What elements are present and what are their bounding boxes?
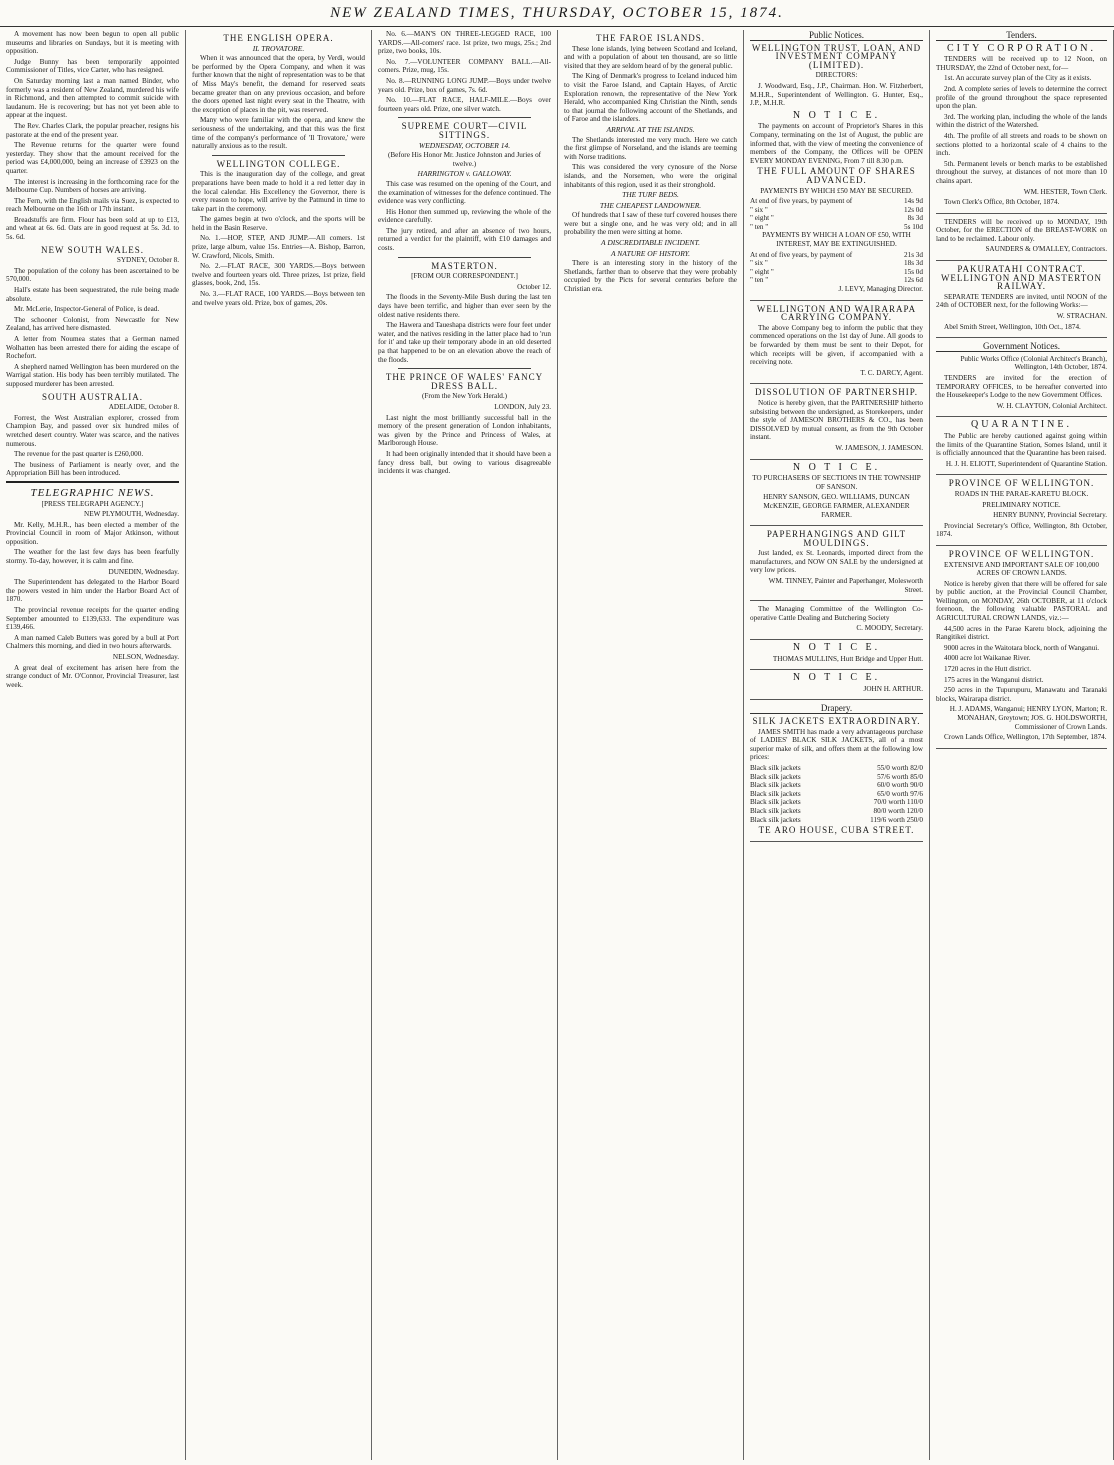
paragraph: Last night the most brilliantly successful ball in the memory of the present generation of London inhabitants, was given by the Prince and Princess of Wales, at Marlborough House. bbox=[378, 413, 551, 448]
table-cell: 15s 0d bbox=[904, 267, 923, 276]
dateline: LONDON, July 23. bbox=[494, 402, 551, 411]
column-6 bbox=[930, 30, 1114, 1460]
paragraph: The King of Denmark's progress to Iceland induced him to visit the Faroe Island, and Captain Hayes, of Arctic Exploration renown, the representative of the New York Herald, who accompanied King Christian the Ninth, sends to that journal the following account of the Shetlands, and of Faroe and the islanders. bbox=[564, 72, 737, 124]
paragraph: The business of Parliament is nearly over, and the Appropriation Bill has been introduced. bbox=[6, 460, 179, 478]
paragraph: A shepherd named Wellington has been murdered on the Warrigal station. His body has been terribly mutilated. The supposed murderer has been arrested. bbox=[6, 362, 179, 388]
paragraph: The population of the colony has been ascertained to be 570,000. bbox=[6, 266, 179, 284]
advertisement bbox=[936, 421, 1107, 475]
paragraph: The floods in the Seventy-Mile Bush during the last ten days have been terrific, and higher than ever seen by the oldest native residents there. bbox=[378, 293, 551, 319]
subheading: THE CHEAPEST LANDOWNER. bbox=[599, 200, 702, 210]
signature: H. J. ADAMS, Wanganui; HENRY LYON, Marton; R. MONAHAN, Greytown; JOS. G. HOLDSWORTH, Commissioner of Crown Lands. bbox=[949, 705, 1107, 731]
table-cell: 5s 10d bbox=[904, 222, 923, 231]
table-cell: 21s 3d bbox=[904, 250, 923, 259]
signature: JOHN H. ARTHUR. bbox=[863, 684, 923, 693]
signature: J. LEVY, Managing Director. bbox=[838, 285, 923, 294]
table-cell: " ten " bbox=[750, 222, 769, 231]
paragraph: The Public are hereby cautioned against going within the limits of the Quarantine Station, Somes Island, until it is officially announced that the Quarantine has been raised. bbox=[936, 431, 1107, 458]
advertisement bbox=[750, 717, 923, 842]
paragraph: TENDERS will be received up to 12 Noon, on THURSDAY, the 22nd of October next, for— bbox=[936, 55, 1107, 72]
paragraph: The Fern, with the English mails via Suez, is expected to reach Melbourne on the 16th or 17th instant. bbox=[6, 196, 179, 214]
table-cell: Black silk jackets bbox=[750, 806, 801, 815]
column-3 bbox=[372, 30, 558, 1460]
list-item: 175 acres in the Wanganui district. bbox=[944, 675, 1044, 684]
paragraph: The Rev. Charles Clark, the popular preacher, resigns his pastorate at the end of the present year. bbox=[6, 121, 179, 139]
table-cell: 80/0 worth 120/0 bbox=[873, 806, 923, 815]
dateline: NELSON, Wednesday. bbox=[112, 653, 179, 661]
table-row bbox=[750, 790, 923, 799]
signature: W. H. CLAYTON, Colonial Architect. bbox=[996, 401, 1107, 410]
dateline: WEDNESDAY, OCTOBER 14. bbox=[418, 140, 511, 150]
signature: SAUNDERS & O'MALLEY, Contractors. bbox=[985, 245, 1107, 254]
divider bbox=[398, 368, 531, 369]
column-4 bbox=[558, 30, 744, 1460]
section-label: Tenders. bbox=[936, 31, 1107, 41]
advertisement bbox=[750, 305, 923, 385]
paragraph: No. 1.—HOP, STEP, AND JUMP.—All comers. 1st prize, large album, value 15s. Entries—A. Bishop, Barron, W. Crawford, Nicols, Smith. bbox=[192, 234, 365, 260]
dateline: October 12. bbox=[517, 282, 551, 291]
section-heading: TELEGRAPHIC NEWS. bbox=[30, 486, 155, 499]
table-row bbox=[750, 223, 923, 232]
paragraph: Notice is hereby given, that the PARTNERSHIP hitherto subsisting between the undersigned, as Storekeepers, under the style of JAMESON BROTHERS & CO., has been DISSOLVED by mutual consent, as from the 9th October instant. bbox=[750, 398, 923, 442]
table-cell: " ten " bbox=[750, 276, 769, 285]
paragraph: No. 7.—VOLUNTEER COMPANY BALL.—All-comers. Prize, mug, 15s. bbox=[378, 57, 551, 75]
signature: WM. HESTER, Town Clerk. bbox=[1023, 187, 1107, 196]
paragraph: No. 3.—FLAT RACE, 100 YARDS.—Boys between ten and twelve years old. Prize, box of games, 20s. bbox=[192, 290, 365, 307]
signature: T. C. DARCY, Agent. bbox=[860, 368, 923, 377]
subheading: IL TROVATORE. bbox=[252, 43, 305, 53]
column-5 bbox=[744, 30, 930, 1460]
table-cell: 12s 0d bbox=[904, 205, 923, 214]
paragraph: The Revenue returns for the quarter were found yesterday. They show that the amount received for the period was £4,000,000, being an increase of £3923 on the quarter. bbox=[6, 141, 179, 175]
dateline: Public Works Office (Colonial Architect's Branch), Wellington, 14th October, 1874. bbox=[960, 354, 1107, 372]
list-item: 250 acres in the Tupurupuru, Manawatu and Taranaki blocks, Wairarapa district. bbox=[936, 686, 1107, 703]
table-row bbox=[750, 773, 923, 782]
paragraph: Judge Bunny has been temporarily appointed Commissioner of Titles, vice Carter, who has resigned. bbox=[6, 57, 179, 75]
paragraph: When it was announced that the opera, by Verdi, would be performed by the Opera Company, and when it was further known that the night of representation was to be that of Miss May's benefit, the demand for reserved seats became greater than on any previous occasion, and before the doors opened last night every seat in the Theatre, with the exception of places in the pit, was reserved. bbox=[192, 54, 365, 114]
list-item: 44,500 acres in the Parae Karetu block, adjoining the Rangitikei district. bbox=[936, 624, 1107, 642]
advertisement bbox=[750, 674, 923, 700]
table-row bbox=[750, 807, 923, 816]
dateline: ADELAIDE, October 8. bbox=[108, 403, 179, 412]
ad-heading: QUARANTINE. bbox=[970, 419, 1073, 431]
ad-heading: N O T I C E. bbox=[792, 672, 881, 684]
table-row bbox=[750, 816, 923, 825]
table-row bbox=[750, 251, 923, 260]
ad-heading: N O T I C E. bbox=[792, 109, 881, 121]
list-item: 5th. Permanent levels or bench marks to be established throughout the survey, at distances of not more than 10 chains apart. bbox=[936, 159, 1107, 185]
table-row bbox=[750, 781, 923, 790]
ad-heading: THE FULL AMOUNT OF SHARES ADVANCED. bbox=[757, 166, 916, 185]
section-heading: THE FAROE ISLANDS. bbox=[595, 33, 706, 43]
paragraph: The games begin at two o'clock, and the sports will be held in the Basin Reserve. bbox=[192, 215, 365, 232]
subheading: DIRECTORS: bbox=[815, 71, 858, 80]
subheading: ROADS IN THE PARAE-KARETU BLOCK. bbox=[954, 489, 1089, 498]
advertisement bbox=[936, 355, 1107, 418]
subheading: PAYMENTS BY WHICH £50 MAY BE SECURED. bbox=[760, 186, 913, 195]
table-cell: 70/0 worth 110/0 bbox=[873, 798, 923, 807]
section-heading: WELLINGTON COLLEGE. bbox=[216, 158, 341, 169]
paragraph: Notice is hereby given that there will be offered for sale by public auction, at the Provincial Council Chamber, Wellington, on MONDAY, 26th OCTOBER, at 11 o'clock forenoon, the following valuable PASTORAL and AGRICULTURAL CROWN LANDS, viz.:— bbox=[936, 579, 1107, 623]
advertisement bbox=[750, 644, 923, 670]
table-cell: " eight " bbox=[750, 214, 774, 223]
table-cell: Black silk jackets bbox=[750, 815, 801, 824]
paragraph: The provincial revenue receipts for the quarter ending September amounted to £139,633. The expenditure was £139,466. bbox=[6, 606, 179, 632]
list-item: 4000 acre lot Waikanae River. bbox=[944, 654, 1031, 663]
payment-table bbox=[750, 197, 923, 231]
ad-heading: WELLINGTON TRUST, LOAN, AND INVESTMENT COMPANY (LIMITED). bbox=[751, 42, 922, 70]
paragraph: This is the inauguration day of the college, and great preparations have been made to hold it a red letter day in the local calendar. His Excellency the Governor, there is every reason to hope, will arrive by the Patmund in time to take part in the ceremony. bbox=[192, 170, 365, 213]
subheading: (From the New York Herald.) bbox=[421, 392, 508, 401]
paragraph: Breadstuffs are firm. Flour has been sold at up to £13, and wheat at 6s. 6d. Oats are in good request at 5s. 3d. to 5s. 6d. bbox=[6, 215, 179, 242]
paragraph: The above Company beg to inform the public that they commenced operations on the 1st day of June. All goods to be forwarded by them must be sent to their Depot, for which receipts will be given, if accompanied with a receiving note. bbox=[750, 323, 923, 367]
masthead bbox=[0, 0, 1114, 27]
table-cell: Black silk jackets bbox=[750, 772, 801, 781]
table-cell: 57/6 worth 85/0 bbox=[877, 772, 923, 781]
paragraph: No. 2.—FLAT RACE, 300 YARDS.—Boys between twelve and fourteen years old. Three prizes, 1st prize, field glasses, book, 2nd, 15s. bbox=[192, 262, 365, 288]
signature: W. JAMESON, J. JAMESON. bbox=[835, 443, 923, 452]
divider bbox=[398, 257, 531, 258]
ad-heading: PAKURATAHI CONTRACT. WELLINGTON AND MASTERTON RAILWAY. bbox=[940, 264, 1103, 292]
divider bbox=[212, 155, 345, 156]
dateline: SYDNEY, October 8. bbox=[116, 256, 179, 265]
paragraph: On Saturday morning last a man named Binder, who formerly was a resident of New Zealand, murdered his wife in Richmond, and then attempted to commit suicide with laudanum. He is recovering; but has not yet been able to appear at the inquest. bbox=[6, 76, 179, 120]
paragraph: The Shetlands interested me very much. Here we catch the first glimpse of Norseland, and the islands are teeming with Norse traditions. bbox=[564, 135, 737, 161]
table-row bbox=[750, 798, 923, 807]
table-cell: Black silk jackets bbox=[750, 763, 801, 772]
case-title: HARRINGTON v. GALLOWAY. bbox=[417, 169, 512, 179]
paragraph: The Hawera and Taueshapa districts were four feet under water, and the natives residing in the latter place had to 'run for it' and take up their temporary abode in an old deserted pa that happened to be on an elevation above the reach of the floods. bbox=[378, 321, 551, 364]
section-heading: NEW SOUTH WALES. bbox=[41, 244, 144, 255]
section-heading: SUPREME COURT—CIVIL SITTINGS. bbox=[401, 121, 528, 140]
dateline: Town Clerk's Office, 8th October, 1874. bbox=[944, 198, 1060, 207]
paragraph: A movement has now been begun to open all public museums and libraries on Sundays, but it is meeting with opposition. bbox=[6, 30, 179, 56]
paragraph: Mr. McLerie, Inspector-General of Police, is dead. bbox=[14, 305, 160, 314]
paragraph: This case was resumed on the opening of the Court, and the examination of witnesses for the defence continued. The evidence was very conflicting. bbox=[378, 179, 551, 206]
paragraph: The payments on account of Proprietor's Shares in this Company, terminating on the 1st of August, the public are informed that, with the view of meeting the convenience of members of the Company, the Offices will be OPEN EVERY MONDAY EVENING, From 7 till 8.30 p.m. bbox=[750, 122, 923, 165]
paragraph: Hall's estate has been sequestrated, the rule being made absolute. bbox=[6, 286, 179, 303]
advertisement bbox=[936, 479, 1107, 546]
paragraph: A letter from Noumea states that a German named Wolhatten has been arrested there for aiding the escape of Rochefort. bbox=[6, 335, 179, 361]
subheading: [PRESS TELEGRAPH AGENCY.] bbox=[41, 499, 144, 508]
advertisement bbox=[750, 44, 923, 301]
ad-heading: CITY CORPORATION. bbox=[947, 42, 1096, 54]
paragraph: A man named Caleb Butters was gored by a bull at Port Chalmers this morning, and died in two hours afterwards. bbox=[6, 633, 179, 651]
table-row bbox=[750, 259, 923, 268]
paragraph: Just landed, ex St. Leonards, imported direct from the manufacturers, and NOW ON SALE by the undersigned at very low prices. bbox=[750, 549, 923, 575]
subheading: PAYMENTS BY WHICH A LOAN OF £50, WITH INTEREST, MAY BE EXTINGUISHED. bbox=[762, 231, 911, 249]
price-table bbox=[750, 764, 923, 824]
newspaper-title: NEW ZEALAND TIMES, THURSDAY, OCTOBER 15, 1874. bbox=[330, 5, 784, 21]
advertisement bbox=[750, 461, 923, 527]
ad-heading: N O T I C E. bbox=[792, 642, 881, 654]
dateline: Crown Lands Office, Wellington, 17th September, 1874. bbox=[944, 733, 1107, 742]
table-cell: Black silk jackets bbox=[750, 798, 801, 807]
table-cell: 14s 9d bbox=[904, 197, 923, 206]
paragraph: The schooner Colonist, from Newcastle for New Zealand, has arrived here dismasted. bbox=[6, 315, 179, 333]
table-cell: " eight " bbox=[750, 267, 774, 276]
subheading: A DISCREDITABLE INCIDENT. bbox=[601, 238, 700, 248]
column-1 bbox=[0, 30, 186, 1460]
table-row bbox=[750, 197, 923, 206]
list-item: 1720 acres in the Hutt district. bbox=[944, 665, 1032, 674]
signature: HENRY SANSON, GEO. WILLIAMS, DUNCAN McKENZIE, GEORGE FARMER, ALEXANDER FARMER. bbox=[763, 493, 910, 519]
table-row bbox=[750, 276, 923, 285]
section-label: Public Notices. bbox=[750, 31, 923, 41]
table-row bbox=[750, 764, 923, 773]
paragraph: TENDERS will be received up to MONDAY, 19th October, for the ERECTION of the BREAST-WORK on land to be reclaimed. Labour only. bbox=[936, 217, 1107, 243]
ad-heading: PROVINCE OF WELLINGTON. bbox=[948, 548, 1095, 559]
signature: HENRY BUNNY, Provincial Secretary. bbox=[993, 511, 1107, 520]
table-cell: 65/0 worth 97/6 bbox=[877, 789, 923, 798]
paragraph: No. 6.—MAN'S ON THREE-LEGGED RACE, 100 YARDS.—All-comers' race. 1st prize, two mugs, 25s.; 2nd prize, two books, 10s. bbox=[378, 30, 551, 56]
subheading: PRELIMINARY NOTICE. bbox=[982, 500, 1061, 509]
paragraph: The interest is increasing in the forthcoming race for the Melbourne Cup. Numbers of horses are arriving. bbox=[6, 177, 179, 195]
divider bbox=[6, 481, 179, 483]
signature: W. STRACHAN. bbox=[1056, 312, 1107, 321]
section-label: Drapery. bbox=[750, 704, 923, 714]
advertisement bbox=[936, 550, 1107, 749]
dateline: Provincial Secretary's Office, Wellington, 8th October, 1874. bbox=[936, 521, 1107, 539]
paragraph: J. Woodward, Esq., J.P., Chairman. Hon. W. Fitzherbert, M.H.R., Superintendent of Wellington. G. Hunter, Esq., J.P., M.H.R. bbox=[750, 81, 923, 108]
table-cell: At end of five years, by payment of bbox=[750, 250, 853, 259]
ad-heading: N O T I C E. bbox=[792, 461, 881, 473]
list-item: 9000 acres in the Waitotara block, north of Wanganui. bbox=[944, 643, 1100, 652]
paragraph: Forrest, the West Australian explorer, crossed from Champion Bay, and passed over six hundred miles of wretched desert country. Water was scarce, and the natives numerous. bbox=[6, 413, 179, 448]
subheading: THE TURF BEDS. bbox=[622, 190, 679, 200]
paragraph: Of hundreds that I saw of these turf covered houses there were but a single one, and he was very old; and in all probability the men were sitting at home. bbox=[564, 211, 737, 237]
advertisement bbox=[936, 265, 1107, 338]
advertisement bbox=[750, 605, 923, 640]
paragraph: No. 10.—FLAT RACE, HALF-MILE.—Boys over fourteen years old. Prize, one silver watch. bbox=[378, 96, 551, 113]
ad-heading: DISSOLUTION OF PARTNERSHIP. bbox=[755, 387, 918, 398]
divider bbox=[398, 117, 531, 118]
paragraph: JAMES SMITH has made a very advantageous purchase of LADIES' BLACK SILK JACKETS, all of a most superior make of silk, and offers them at the following low prices: bbox=[750, 727, 923, 762]
list-item: 4th. The profile of all streets and roads to be shown on sections plotted to a horizontal scale of 4 chains to the inch. bbox=[936, 131, 1107, 158]
ad-heading: PAPERHANGINGS AND GILT MOULDINGS. bbox=[766, 529, 907, 548]
advertisement bbox=[750, 530, 923, 601]
paragraph: The revenue for the past quarter is £260,000. bbox=[14, 450, 144, 459]
column-2 bbox=[186, 30, 372, 1460]
signature: THOMAS MULLINS, Hutt Bridge and Upper Hutt. bbox=[772, 654, 923, 663]
paragraph: It had been originally intended that it should have been a fancy dress ball, but owing to various disagreeable incidents it was changed. bbox=[378, 449, 551, 476]
subheading: ARRIVAL AT THE ISLANDS. bbox=[606, 124, 695, 134]
list-item: 1st. An accurate survey plan of the City as it exists. bbox=[944, 74, 1092, 83]
table-cell: 55/0 worth 82/0 bbox=[877, 763, 923, 772]
subheading: [FROM OUR CORRESPONDENT.] bbox=[411, 272, 518, 281]
subheading: A NATURE OF HISTORY. bbox=[610, 248, 691, 258]
table-cell: Black silk jackets bbox=[750, 789, 801, 798]
paragraph: The Superintendent has delegated to the Harbor Board the powers vested in him under the Harbor Board Act of 1870. bbox=[6, 578, 179, 604]
table-cell: At end of five years, by payment of bbox=[750, 197, 853, 206]
paragraph: There is an interesting story in the history of the Shetlands, farther than to observe that they were probably occupied by the Picts for several centuries before the Christian era. bbox=[564, 259, 737, 294]
paragraph: SEPARATE TENDERS are invited, until NOON of the 24th of OCTOBER next, for the following Works:— bbox=[936, 292, 1107, 310]
paragraph: The weather for the last few days has been fearfully stormy. To-day, however, it is calm and fine. bbox=[6, 548, 179, 566]
subheading: TO PURCHASERS OF SECTIONS IN THE TOWNSHIP OF SANSON. bbox=[752, 474, 921, 491]
advertisement bbox=[936, 218, 1107, 261]
payment-table bbox=[750, 251, 923, 285]
paragraph: Mr. Kelly, M.H.R., has been elected a member of the Provincial Council in room of Major Atkinson, without opposition. bbox=[6, 520, 179, 546]
section-label: Government Notices. bbox=[936, 342, 1107, 352]
table-cell: " six " bbox=[750, 259, 768, 268]
dateline: Abel Smith Street, Wellington, 10th Oct., 1874. bbox=[944, 322, 1081, 331]
advertisement bbox=[750, 388, 923, 459]
table-cell: " six " bbox=[750, 205, 768, 214]
table-cell: 12s 6d bbox=[904, 276, 923, 285]
paragraph: These lone islands, lying between Scotland and Iceland, and with a population of about ten thousand, are so little visited that they are seldom heard of by the general public. bbox=[564, 44, 737, 70]
ad-heading: WELLINGTON AND WAIRARAPA CARRYING COMPANY. bbox=[756, 303, 917, 323]
signature: WM. TINNEY, Painter and Paperhanger, Molesworth Street. bbox=[768, 577, 923, 594]
paragraph: This was considered the very cynosure of the Norse islands, and the Norsemen, who were the original inhabitants of this region, used it as their stronghold. bbox=[564, 163, 737, 189]
paragraph: No. 8.—RUNNING LONG JUMP.—Boys under twelve years old. Prize, box of games, 7s. 6d. bbox=[378, 76, 551, 94]
advertisement bbox=[936, 42, 1107, 214]
subheading: EXTENSIVE AND IMPORTANT SALE OF 100,000 ACRES OF CROWN LANDS. bbox=[944, 560, 1099, 578]
table-row bbox=[750, 206, 923, 215]
paragraph: Many who were familiar with the opera, and knew the seriousness of the undertaking, and that this was the first time of the company's performance of 'Il Trovatore,' were naturally anxious as to the result. bbox=[192, 116, 365, 151]
paragraph: TENDERS are invited for the erection of TEMPORARY OFFICES, to be hereafter converted into the Housekeeper's Lodge to the new Government Offices. bbox=[936, 374, 1107, 400]
paragraph: The Managing Committee of the Wellington Co-operative Cattle Dealing and Butchering Society bbox=[750, 605, 923, 622]
paragraph: His Honor then summed up, reviewing the whole of the evidence carefully. bbox=[378, 207, 551, 225]
paragraph: A great deal of excitement has arisen here from the strange conduct of Mr. O'Connor, Provincial Treasurer, last week. bbox=[6, 663, 179, 689]
dateline: NEW PLYMOUTH, Wednesday. bbox=[84, 510, 179, 519]
table-row bbox=[750, 214, 923, 223]
section-heading: THE ENGLISH OPERA. bbox=[223, 33, 334, 43]
section-heading: SOUTH AUSTRALIA. bbox=[41, 391, 143, 402]
table-cell: 119/6 worth 250/0 bbox=[870, 815, 923, 824]
paragraph: The jury retired, and after an absence of two hours, returned a verdict for the plaintiff, with £10 damages and costs. bbox=[378, 226, 551, 253]
list-item: 3rd. The working plan, including the whole of the lands within the district of the Watershed. bbox=[936, 112, 1107, 130]
signature: C. MOODY, Secretary. bbox=[856, 624, 923, 633]
section-heading: MASTERTON. bbox=[431, 260, 498, 271]
subheading: (Before His Honor Mr. Justice Johnston and Juries of twelve.) bbox=[387, 151, 542, 168]
table-cell: 8s 3d bbox=[907, 214, 923, 223]
table-cell: Black silk jackets bbox=[750, 781, 801, 790]
signature: H. J. H. ELIOTT, Superintendent of Quarantine Station. bbox=[945, 459, 1107, 468]
dateline: DUNEDIN, Wednesday. bbox=[108, 567, 179, 576]
table-cell: 18s 3d bbox=[904, 259, 923, 268]
ad-footer: TE ARO HOUSE, CUBA STREET. bbox=[758, 825, 915, 836]
ad-heading: SILK JACKETS EXTRAORDINARY. bbox=[752, 716, 921, 726]
table-row bbox=[750, 268, 923, 277]
section-heading: THE PRINCE OF WALES' FANCY DRESS BALL. bbox=[385, 372, 544, 391]
list-item: 2nd. A complete series of levels to determine the correct profile of the ground throughout the space represented upon the plan. bbox=[936, 84, 1107, 111]
ad-heading: PROVINCE OF WELLINGTON. bbox=[948, 478, 1095, 489]
table-cell: 60/0 worth 90/0 bbox=[877, 781, 923, 790]
